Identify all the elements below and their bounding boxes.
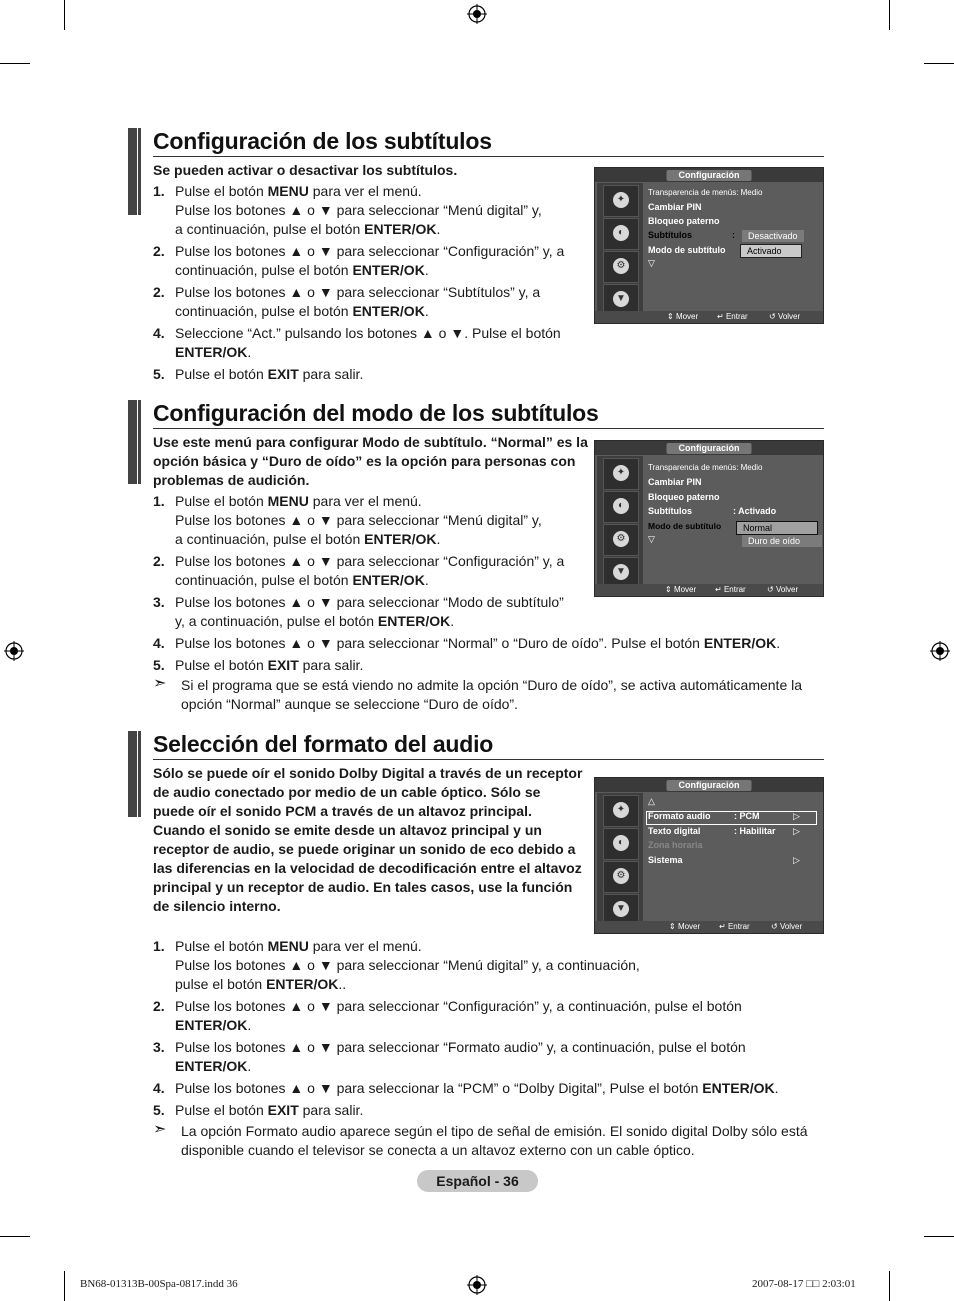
menu-row: : Habilitar	[734, 826, 776, 836]
menu-row: Transparencia de menús: Medio	[648, 188, 763, 197]
section-bar	[138, 731, 141, 817]
step-line: continuación, pulse el botón ENTER/OK.	[175, 572, 429, 588]
step-list	[153, 937, 823, 1123]
step-number: 3.	[153, 1039, 165, 1055]
step-line: Pulse los botones ▲ o ▼ para seleccionar “Modo de subtítulo”	[175, 594, 564, 610]
input-icon: ✦	[603, 795, 639, 827]
setup-icon: ⚙	[603, 861, 639, 893]
menu-row: Sistema	[648, 855, 683, 865]
menu-row: Texto digital	[648, 826, 701, 836]
date-slug: 2007-08-17 □□ 2:03:01	[752, 1278, 856, 1290]
section-bar	[138, 128, 141, 215]
menu-row: Subtítulos	[648, 506, 692, 516]
step-line: Pulse los botones ▲ o ▼ para seleccionar “Subtítulos” y, a	[175, 284, 541, 300]
registration-mark-icon	[467, 1275, 487, 1295]
step-number: 2.	[153, 998, 165, 1014]
crop-mark	[924, 63, 954, 64]
chevron-right-icon: ▷	[793, 826, 800, 836]
section-intro: Use este menú para configurar Modo de subtítulo. “Normal” es la opción básica y “Duro de oído” es la opción para personas con problemas de audición.	[153, 434, 588, 488]
picture-icon: ◐	[603, 218, 639, 250]
step-item	[153, 365, 593, 384]
step-line: continuación, pulse el botón ENTER/OK.	[175, 262, 429, 278]
menu-header: Configuración	[667, 780, 752, 791]
input-icon: ✦	[603, 458, 639, 490]
input-icon: ✦	[603, 185, 639, 217]
menu-row: Cambiar PIN	[648, 477, 702, 487]
menu-sidebar	[597, 183, 643, 311]
crop-mark	[889, 0, 890, 30]
step-number: 4.	[153, 325, 165, 341]
step-item	[153, 593, 823, 631]
step-number: 2.	[153, 284, 165, 300]
step-item	[153, 1079, 823, 1098]
step-line: Pulse los botones ▲ o ▼ para seleccionar “Configuración” y, a	[175, 553, 565, 569]
menu-row: Transparencia de menús: Medio	[648, 463, 763, 472]
step-list	[153, 182, 593, 387]
section-intro: Sólo se puede oír el sonido Dolby Digital a través de un receptor de audio conectado por medio de un cable óptico. Sólo se puede oír el sonido PCM a través de un altavoz principal. Cuando el sonido se emite desde un altavoz principal y un receptor de audio, se puede originar un sonido de eco debido a las diferencias en la velocidad de decodificación entre el altavoz principal y un receptor de audio. En tales casos, use la función de silencio interno.	[153, 765, 583, 914]
setup-icon: ⚙	[603, 524, 639, 556]
step-number: 5.	[153, 366, 165, 382]
menu-row: △	[648, 796, 655, 806]
section-intro: Se pueden activar o desactivar los subtítulos.	[153, 162, 458, 178]
step-item	[153, 242, 593, 280]
menu-row: : Activado	[733, 506, 777, 516]
menu-sidebar	[597, 793, 643, 921]
registration-mark-icon	[467, 4, 487, 24]
step-line: y, a continuación, pulse el botón ENTER/OK.	[175, 613, 455, 629]
step-line: pulse el botón ENTER/OK..	[175, 976, 347, 992]
menu-row: : PCM	[734, 811, 760, 821]
step-line: Pulse los botones ▲ o ▼ para seleccionar “Formato audio” y, a continuación, pulse el botón	[175, 1039, 746, 1055]
step-item	[153, 997, 823, 1035]
menu-header: Configuración	[667, 170, 752, 181]
chevron-right-icon: ▷	[793, 811, 800, 821]
step-number: 3.	[153, 594, 165, 610]
menu-row: Bloqueo paterno	[648, 216, 720, 226]
step-line: Pulse los botones ▲ o ▼ para seleccionar “Configuración” y, a continuación, pulse el botón	[175, 998, 742, 1014]
menu-row: Cambiar PIN	[648, 202, 702, 212]
step-line: Pulse los botones ▲ o ▼ para seleccionar “Menú digital” y,	[175, 512, 542, 528]
menu-footer: ⇕ Mover ↵ Entrar ↺ Volver	[595, 311, 823, 323]
section-title: Configuración de los subtítulos	[153, 128, 492, 154]
menu-row: Formato audio	[648, 811, 711, 821]
section-bar	[128, 128, 137, 215]
crop-mark	[0, 63, 30, 64]
picture-icon: ◐	[603, 491, 639, 523]
step-line: Pulse los botones ▲ o ▼ para seleccionar “Normal” o “Duro de oído”. Pulse el botón ENTER/OK.	[175, 635, 781, 651]
step-item	[153, 634, 823, 653]
menu-header: Configuración	[667, 443, 752, 454]
step-line: ENTER/OK.	[175, 1058, 252, 1074]
menu-row: Modo de subtítulo	[648, 245, 726, 255]
tv-menu-screenshot: Configuración ✦ ◐ ⚙ ▼ Transparencia de menús: Medio Cambiar PIN Bloqueo paterno Subtítulos : Modo de subtítulo ▽ Desactivado Activado ⇕ Mover ↵ Entrar ↺ Volver	[594, 167, 824, 324]
section-bar	[128, 731, 137, 817]
menu-row: Subtítulos	[648, 230, 692, 240]
file-slug: BN68-01313B-00Spa-0817.indd 36	[80, 1278, 238, 1290]
menu-sidebar	[597, 456, 643, 584]
note: ➣ La opción Formato audio aparece según el tipo de señal de emisión. El sonido digital Dolby sólo está disponible cuando el televisor se conecta a un altavoz externo con un cable óptico.	[153, 1121, 808, 1158]
step-item	[153, 182, 593, 239]
menu-row: ▽	[648, 258, 655, 268]
step-number: 1.	[153, 183, 165, 199]
step-number: 4.	[153, 635, 165, 651]
picture-icon: ◐	[603, 828, 639, 860]
step-line: Pulse los botones ▲ o ▼ para seleccionar “Menú digital” y,	[175, 202, 542, 218]
step-line: Pulse el botón EXIT para salir.	[175, 657, 364, 673]
option-selected: Normal	[736, 521, 818, 535]
menu-row: Bloqueo paterno	[648, 492, 720, 502]
note-arrow-icon: ➣	[153, 1121, 167, 1138]
step-line: Pulse el botón EXIT para salir.	[175, 366, 364, 382]
title-rule	[153, 156, 824, 157]
page-number: Español - 36	[417, 1170, 538, 1192]
registration-mark-icon	[4, 641, 24, 661]
step-number: 5.	[153, 1102, 165, 1118]
menu-row: ▽	[648, 534, 655, 544]
step-line: Pulse el botón MENU para ver el menú.	[175, 493, 422, 509]
menu-footer: ⇕ Mover ↵ Entrar ↺ Volver	[595, 584, 823, 596]
step-number: 1.	[153, 493, 165, 509]
step-line: Pulse los botones ▲ o ▼ para seleccionar la “PCM” o “Dolby Digital”, Pulse el botón ENTER/OK.	[175, 1080, 779, 1096]
chevron-right-icon: ▷	[793, 855, 800, 865]
step-number: 4.	[153, 1080, 165, 1096]
tv-menu-screenshot	[594, 440, 824, 597]
step-line: continuación, pulse el botón ENTER/OK.	[175, 303, 429, 319]
step-line: Pulse el botón MENU para ver el menú.	[175, 183, 422, 199]
registration-mark-icon	[930, 641, 950, 661]
crop-mark	[924, 1236, 954, 1237]
menu-footer: ⇕ Mover ↵ Entrar ↺ Volver	[595, 921, 823, 933]
option-selected: Desactivado	[742, 230, 804, 242]
menu-row: Modo de subtítulo	[648, 521, 722, 531]
step-line: a continuación, pulse el botón ENTER/OK.	[175, 221, 441, 237]
step-item	[153, 1038, 823, 1076]
step-line: a continuación, pulse el botón ENTER/OK.	[175, 531, 441, 547]
step-line: Pulse el botón MENU para ver el menú.	[175, 938, 422, 954]
step-number: 2.	[153, 243, 165, 259]
step-item	[153, 656, 823, 675]
section-title: Selección del formato del audio	[153, 731, 494, 757]
step-line: Pulse los botones ▲ o ▼ para seleccionar “Menú digital” y, a continuación,	[175, 957, 640, 973]
step-line: ENTER/OK.	[175, 1017, 252, 1033]
digital-menu-icon: ▼	[603, 557, 639, 589]
crop-mark	[0, 1236, 30, 1237]
step-line: Pulse los botones ▲ o ▼ para seleccionar “Configuración” y, a	[175, 243, 565, 259]
menu-row: Zona horaria	[648, 840, 703, 850]
tv-menu-screenshot	[594, 777, 824, 934]
section-bar	[138, 400, 141, 484]
step-line: Seleccione “Act.” pulsando los botones ▲ o ▼. Pulse el botón	[175, 325, 561, 341]
note-arrow-icon: ➣	[153, 675, 167, 692]
digital-menu-icon: ▼	[603, 284, 639, 316]
crop-mark	[889, 1271, 890, 1301]
option-other: Activado	[740, 244, 802, 258]
note: ➣ Si el programa que se está viendo no admite la opción “Duro de oído”, se activa automáticamente la opción “Normal” aunque se seleccione “Duro de oído”.	[153, 675, 803, 712]
step-number: 2.	[153, 553, 165, 569]
crop-mark	[64, 1271, 65, 1301]
step-item	[153, 324, 593, 362]
step-item	[153, 1101, 823, 1120]
step-item	[153, 937, 823, 994]
digital-menu-icon: ▼	[603, 894, 639, 926]
step-line: ENTER/OK.	[175, 344, 252, 360]
section-bar	[128, 400, 137, 484]
title-rule	[153, 428, 824, 429]
step-line: Pulse el botón EXIT para salir.	[175, 1102, 364, 1118]
setup-icon: ⚙	[603, 251, 639, 283]
title-rule	[153, 759, 824, 760]
step-number: 5.	[153, 657, 165, 673]
step-item	[153, 283, 593, 321]
crop-mark	[64, 0, 65, 30]
option-other: Duro de oído	[742, 535, 822, 547]
section-title: Configuración del modo de los subtítulos	[153, 400, 599, 426]
step-number: 1.	[153, 938, 165, 954]
